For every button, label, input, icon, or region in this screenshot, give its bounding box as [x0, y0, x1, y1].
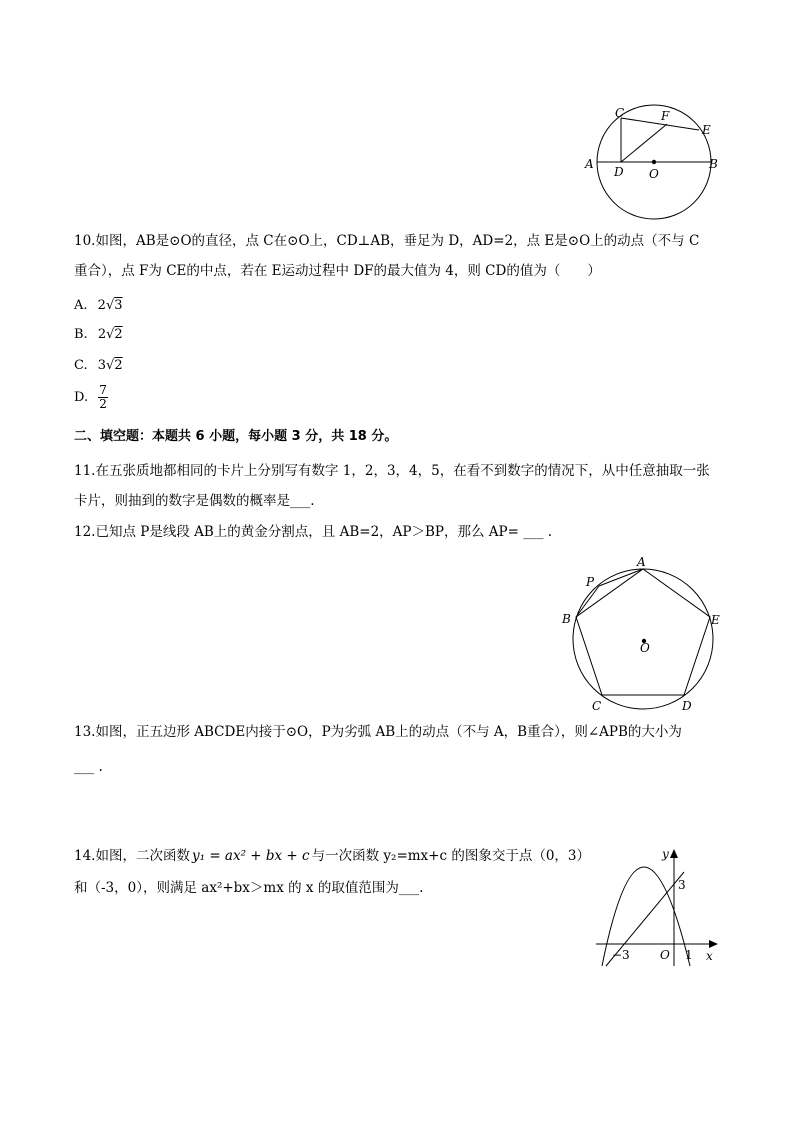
q10-segment-df — [621, 124, 667, 162]
q10-option-d[interactable] — [74, 384, 108, 411]
option-radicand: 3 — [114, 298, 123, 313]
q14-quadratic-formula: y₁ = ax² + bx + c — [191, 848, 310, 864]
q10-circle-figure — [578, 104, 728, 226]
option-letter: A. — [74, 298, 88, 313]
q14-label-x: x — [706, 949, 713, 963]
arrow-up-icon — [670, 849, 678, 858]
q11-question-line2: 卡片，则抽到的数字是偶数的概率是___. — [74, 493, 315, 509]
q13-label-b: B — [562, 612, 571, 626]
option-fraction — [98, 384, 108, 411]
q10-label-c: C — [615, 106, 625, 120]
q13-question-line1: 13.如图，正五边形 ABCDE内接于⊙O，P为劣弧 AB上的动点（不与 A，B重合），则∠APB的大小为 — [74, 724, 682, 740]
q10-segment-ce — [621, 118, 699, 130]
q10-label-a: A — [585, 157, 594, 171]
q10-option-b[interactable] — [74, 327, 123, 342]
q14-question-line1 — [74, 847, 590, 865]
sqrt-sign-icon: √ — [106, 327, 115, 342]
q14-label-neg3: −3 — [612, 948, 630, 962]
q13-pentagon-figure — [558, 554, 728, 714]
q14-label-3: 3 — [678, 878, 686, 892]
option-letter: C. — [74, 358, 88, 373]
q11-question-line1: 11.在五张质地都相同的卡片上分别写有数字 1，2，3，4，5，在看不到数字的情况下，从中任意抽取一张 — [74, 463, 710, 479]
q10-label-o: O — [649, 167, 659, 181]
section-heading-fill-in: 二、填空题：本题共 6 小题，每小题 3 分，共 18 分。 — [74, 429, 398, 444]
q13-label-d: D — [682, 699, 692, 713]
q14-question-line2: 和（-3，0），则满足 ax²+bx＞mx 的 x 的取值范围为___. — [74, 880, 424, 896]
q10-center-dot — [652, 160, 656, 164]
option-radicand: 2 — [114, 358, 123, 373]
q12-question-line1: 12.已知点 P是线段 AB上的黄金分割点，且 AB=2，AP＞BP，那么 AP= ___ . — [74, 524, 553, 540]
option-coefficient: 3 — [97, 358, 107, 373]
q10-question-line1: 10.如图，AB是⊙O的直径，点 C在⊙O上，CD⊥AB，垂足为 D，AD=2，点 E是⊙O上的动点（不与 C — [74, 233, 700, 249]
q13-segment-pa — [599, 569, 643, 586]
q10-label-e: E — [702, 123, 711, 137]
q13-question-line2: ___ . — [74, 759, 103, 775]
sqrt-sign-icon: √ — [105, 298, 115, 313]
q13-segment-pb — [576, 586, 599, 617]
sqrt-sign-icon: √ — [106, 358, 115, 373]
q14-intro: 14.如图，二次函数 — [74, 848, 190, 864]
fraction-numerator: 7 — [99, 383, 107, 397]
option-coefficient: 2 — [97, 298, 106, 313]
q10-option-c[interactable] — [74, 358, 123, 373]
q10-option-a[interactable] — [74, 298, 123, 313]
q14-rest: 与一次函数 y₂=mx+c 的图象交于点（0，3） — [311, 848, 591, 864]
q14-graph-figure — [592, 844, 724, 968]
option-letter: B. — [74, 327, 88, 342]
q10-label-d: D — [614, 165, 624, 179]
option-coefficient: 2 — [97, 327, 107, 342]
q10-question-line2: 重合），点 F为 CE的中点，若在 E运动过程中 DF的最大值为 4，则 CD的值为（ ） — [74, 263, 601, 279]
q13-pentagon — [576, 569, 710, 695]
q13-label-e: E — [711, 613, 720, 627]
q14-label-1: 1 — [685, 948, 693, 962]
option-letter: D. — [74, 390, 89, 405]
q10-label-b: B — [709, 157, 718, 171]
q10-label-f: F — [661, 109, 670, 123]
q14-label-o: O — [660, 948, 670, 962]
option-radicand: 2 — [114, 327, 123, 342]
q13-circle — [573, 569, 713, 709]
q13-label-c: C — [592, 699, 602, 713]
q13-label-p: P — [586, 575, 595, 589]
q13-label-a: A — [637, 555, 646, 569]
arrow-right-icon — [709, 940, 718, 948]
fraction-denominator: 2 — [99, 397, 107, 411]
q14-label-y: y — [662, 847, 669, 861]
q13-label-o: O — [640, 641, 650, 655]
